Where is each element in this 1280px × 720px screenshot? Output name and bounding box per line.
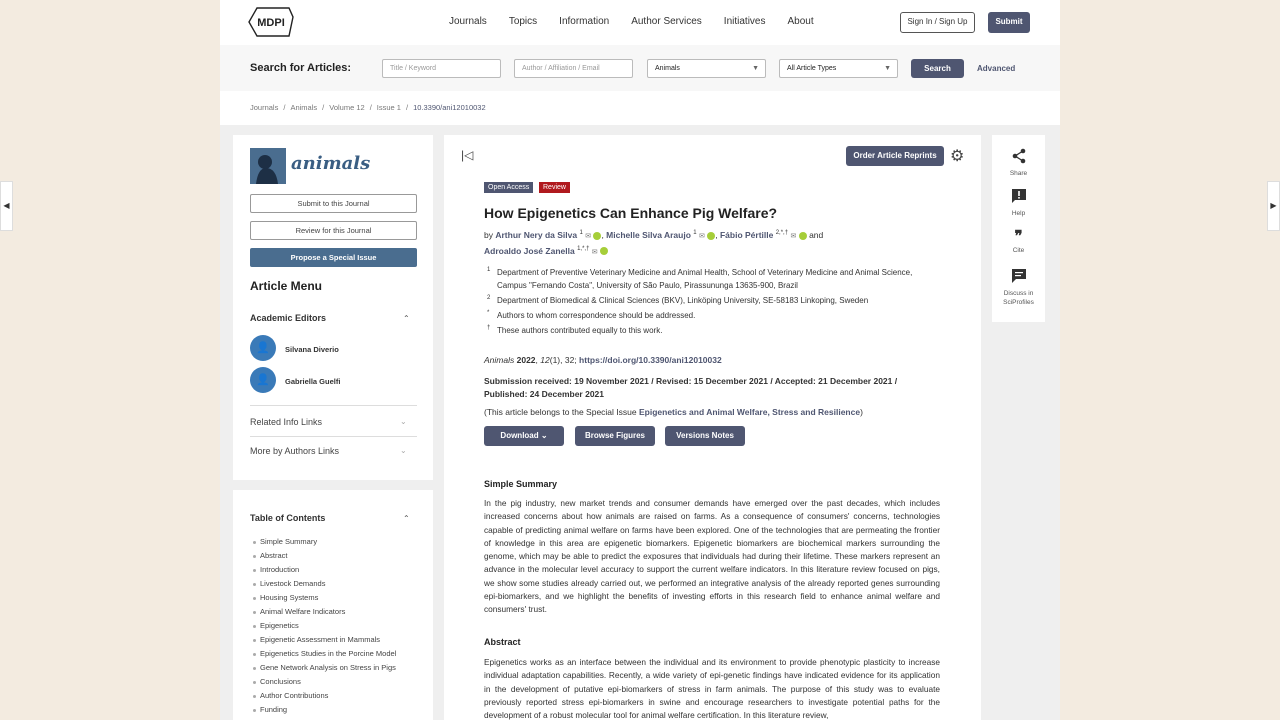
submit-to-journal-button[interactable]: Submit to this Journal	[250, 194, 417, 213]
toc-item[interactable]: Housing Systems	[253, 592, 396, 606]
orcid-icon[interactable]	[799, 232, 807, 240]
abstract-heading: Abstract	[484, 637, 521, 647]
download-button[interactable]	[484, 426, 564, 446]
affiliation-mark: 2	[487, 295, 491, 301]
article-main	[444, 135, 981, 720]
chevron-up-icon[interactable]: ⌃	[403, 514, 410, 523]
logo-text: MDPI	[257, 17, 285, 29]
order-reprints-button[interactable]: Order Article Reprints	[846, 146, 944, 166]
affiliation-item	[484, 266, 924, 292]
left-panel-toggle[interactable]	[0, 181, 13, 231]
arrow-right-icon: ▶	[1270, 201, 1277, 210]
journal-name[interactable]: animals	[291, 153, 371, 174]
search-button[interactable]: Search	[911, 59, 964, 78]
article-sidebar	[233, 135, 433, 480]
breadcrumb-separator: /	[405, 103, 409, 112]
divider	[250, 405, 417, 406]
cite-issue: (1), 32;	[549, 355, 577, 365]
cite-journal: Animals	[484, 355, 515, 365]
breadcrumb-animals[interactable]: Animals	[290, 103, 318, 112]
chevron-down-icon: ⌄	[540, 431, 548, 440]
more-by-authors-label: More by Authors Links	[250, 446, 340, 456]
cite-tool[interactable]	[992, 228, 1045, 255]
affiliation-text: Authors to whom correspondence should be addressed.	[497, 311, 696, 320]
breadcrumb-separator: /	[369, 103, 372, 112]
orcid-icon[interactable]	[707, 232, 715, 240]
and-label: and	[809, 229, 824, 240]
breadcrumb-bar	[220, 91, 1060, 125]
journal-select[interactable]	[647, 59, 766, 78]
special-issue-link[interactable]: Epigenetics and Animal Welfare, Stress and Resilience	[638, 407, 861, 417]
toc-item[interactable]: Livestock Demands	[253, 578, 396, 592]
toc-item[interactable]: Funding	[253, 704, 396, 718]
orcid-icon[interactable]	[593, 232, 601, 240]
author-affiliation-mark: 2,*,†	[775, 230, 789, 236]
nav-information[interactable]: Information	[559, 16, 610, 27]
affiliations	[484, 266, 924, 339]
monkey-icon	[250, 148, 286, 184]
affiliation-mark: 1	[487, 267, 491, 273]
article-type-select[interactable]	[779, 59, 898, 78]
top-navigation	[220, 0, 1060, 45]
page	[220, 0, 1060, 720]
article-menu-title: Article Menu	[250, 279, 323, 293]
by-label: by	[484, 229, 493, 240]
main-nav	[449, 16, 836, 27]
simple-summary-text: In the pig industry, new market trends and consumer demands have emerged over the past decades, which includes increased concerns about how animals are raised on farms. As a consequence of consumers' concerns, technologies capable of predicting animal welfare on farms have been explored. One of the technologies that are permeating the frontier of knowledge in this area are epigenetic biomarkers. Epigenetic biomarkers are biochemical markers surrounding the genome, which may be able to predict the exposures that individuals had during their lifetime. These markers represent an advance in the molecular level accuracy to support the current welfare indicators. In this literature review focused on pigs, we show some studies already carried out, we performed an integrative analysis of the already reported genes surrounding epi-biomarkers, and we highlight the benefits of investing efforts in this research field to enhance animal welfare and consumers' trust.	[484, 498, 940, 615]
toc-item[interactable]: Abstract	[253, 550, 396, 564]
open-access-badge: Open Access	[484, 182, 533, 193]
mdpi-logo[interactable]	[248, 7, 294, 37]
affiliation-text: These authors contributed equally to this work.	[497, 326, 663, 335]
author-affiliation-mark: 1	[693, 230, 697, 236]
caret-down-icon: ▼	[752, 65, 759, 72]
editor-name[interactable]: Silvana Diverio	[285, 345, 339, 354]
cite-year: 2022	[516, 355, 536, 365]
journal-cover-image[interactable]	[250, 148, 286, 184]
breadcrumb-separator: /	[283, 103, 286, 112]
article-tools	[992, 135, 1045, 322]
citation-line: Animals 2022, 12(1), 32; https://doi.org/10.3390/ani12010032	[484, 355, 722, 365]
breadcrumb-doi[interactable]: 10.3390/ani12010032	[413, 103, 486, 112]
share-label: Share	[1009, 170, 1028, 177]
review-for-journal-button[interactable]: Review for this Journal	[250, 221, 417, 240]
toc-heading[interactable]: Table of Contents	[250, 513, 326, 523]
cite-icon: ❞	[1014, 228, 1023, 245]
help-icon	[992, 188, 1045, 209]
academic-editors-heading[interactable]: Academic Editors	[250, 313, 327, 323]
submit-button[interactable]: Submit	[988, 12, 1030, 33]
nav-about[interactable]: About	[787, 16, 814, 27]
special-issue-suffix: )	[860, 407, 863, 417]
affiliation-text: Department of Biomedical & Clinical Sciences (BKV), Linköping University, SE-58183 Linkoping, Sweden	[497, 296, 869, 305]
versions-notes-button[interactable]: Versions Notes	[665, 426, 745, 446]
nav-author-services[interactable]: Author Services	[631, 16, 702, 27]
browse-figures-button[interactable]: Browse Figures	[575, 426, 655, 446]
chevron-down-icon: ⌄	[400, 446, 407, 455]
review-badge: Review	[539, 182, 570, 193]
toc-item[interactable]: Introduction	[253, 564, 396, 578]
discuss-label: Discuss in SciProfiles	[1003, 290, 1034, 306]
abstract-text: Epigenetics works as an interface between the individual and its environment to provide phenotypic plasticity to increase individual adaptation capabilities. Recently, a wide variety of epi-genetic findings have indicated evidence for its application in the development of putative epi-biomarkers of stress in farm animals. The purpose of this study was to evaluate previously reported stress epi-biomarkers in swine and encourage researchers to investigate potential paths for the development of a robust molecular tool for animal welfare certification. In this literature review,	[484, 657, 940, 720]
table-of-contents-panel	[233, 490, 433, 720]
affiliation-mark: †	[487, 325, 491, 331]
cite-volume: 12	[540, 355, 550, 365]
editor-name[interactable]: Gabriella Guelfi	[285, 377, 341, 386]
doi-link[interactable]: https://doi.org/10.3390/ani12010032	[579, 355, 722, 365]
avatar: 👤	[250, 335, 276, 361]
chevron-up-icon[interactable]: ⌃	[403, 314, 410, 323]
special-issue-note	[484, 407, 863, 417]
search-label: Search for Articles:	[250, 62, 352, 74]
breadcrumb-separator: /	[322, 103, 325, 112]
nav-initiatives[interactable]: Initiatives	[723, 16, 766, 27]
more-by-authors-links[interactable]	[250, 446, 407, 456]
toc-item[interactable]: Epigenetics	[253, 620, 396, 634]
toc-item[interactable]: Conclusions	[253, 676, 396, 690]
author-name[interactable]: Adroaldo José Zanella	[484, 245, 575, 256]
email-icon[interactable]: ✉	[790, 232, 797, 240]
publication-dates: Submission received: 19 November 2021 / Revised: 15 December 2021 / Accepted: 21 December 2021 / Published: 24 December 2021	[484, 376, 898, 399]
cite-label: Cite	[1012, 247, 1025, 254]
share-icon	[992, 148, 1045, 169]
toc-item[interactable]: Epigenetic Assessment in Mammals	[253, 634, 396, 648]
email-icon[interactable]: ✉	[585, 232, 592, 240]
article-type-value: All Article Types	[787, 65, 837, 72]
special-issue-prefix: (This article belongs to the Special Issue	[484, 407, 637, 417]
breadcrumb-volume[interactable]: Volume 12	[329, 103, 365, 112]
toc-item[interactable]: Author Contributions	[253, 690, 396, 704]
author-affiliation-input[interactable]: Author / Affiliation / Email	[514, 59, 633, 78]
affiliation-item	[484, 294, 924, 307]
orcid-icon[interactable]	[600, 247, 608, 255]
propose-special-issue-button[interactable]: Propose a Special Issue	[250, 248, 417, 267]
affiliation-item	[484, 309, 924, 322]
email-icon[interactable]: ✉	[698, 232, 705, 240]
title-keyword-input[interactable]: Title / Keyword	[382, 59, 501, 78]
related-info-links[interactable]	[250, 417, 407, 427]
breadcrumb-issue[interactable]: Issue 1	[376, 103, 401, 112]
journal-select-value: Animals	[655, 65, 680, 72]
author-name[interactable]: Michelle Silva Araujo	[606, 229, 691, 240]
toc-item[interactable]: Gene Network Analysis on Stress in Pigs	[253, 662, 396, 676]
toc-item[interactable]: Simple Summary	[253, 536, 396, 550]
affiliation-text: Department of Preventive Veterinary Medicine and Animal Health, School of Veterinary Medicine and Animal Science, Campus "Fernando Costa", University of São Paulo, Pirassununga 13635-900, Brazil	[497, 268, 913, 290]
toc-item[interactable]: Animal Welfare Indicators	[253, 606, 396, 620]
nav-topics[interactable]: Topics	[508, 16, 538, 27]
author-name[interactable]: Arthur Nery da Silva	[495, 229, 578, 240]
affiliation-mark: *	[487, 310, 490, 316]
toc-list	[253, 536, 396, 718]
discuss-tool[interactable]	[992, 268, 1045, 307]
related-info-label: Related Info Links	[250, 417, 323, 427]
help-label: Help	[1011, 210, 1026, 217]
author-list: by Arthur Nery da Silva $^1$ ✉ , Michelle Silva Araujo $^1$ ✉ , Fábio Pértille $^{2,*,\dagger}$ ✉ and Adroaldo José Zanella $^{1,*,\dagger}$ ✉	[484, 229, 824, 256]
author-affiliation-mark: 1	[579, 230, 583, 236]
arrow-left-icon: ◀	[3, 201, 10, 210]
toc-item[interactable]: Epigenetics Studies in the Porcine Model	[253, 648, 396, 662]
email-icon[interactable]: ✉	[591, 248, 598, 256]
avatar: 👤	[250, 367, 276, 393]
sign-in-button[interactable]: Sign In / Sign Up	[900, 12, 975, 33]
discuss-icon	[992, 268, 1045, 289]
right-panel-toggle[interactable]	[1267, 181, 1280, 231]
affiliation-item	[484, 324, 924, 337]
share-tool[interactable]	[992, 148, 1045, 178]
author-name[interactable]: Fábio Pértille	[719, 229, 774, 240]
collapse-sidebar-icon[interactable]: |◁	[461, 148, 474, 162]
nav-journals[interactable]: Journals	[449, 16, 487, 27]
help-tool[interactable]	[992, 188, 1045, 218]
author-affiliation-mark: 1,*,†	[577, 245, 590, 252]
search-bar	[220, 45, 1060, 91]
caret-down-icon: ▼	[884, 65, 891, 72]
divider	[250, 436, 417, 437]
chevron-down-icon: ⌄	[400, 417, 407, 426]
article-title: How Epigenetics Can Enhance Pig Welfare?	[484, 205, 778, 221]
breadcrumb	[250, 103, 491, 112]
advanced-search-link[interactable]: Advanced	[977, 64, 1016, 73]
download-label: Download	[500, 431, 539, 440]
simple-summary-heading: Simple Summary	[484, 479, 558, 489]
breadcrumb-journals[interactable]: Journals	[250, 103, 279, 112]
gear-icon[interactable]: ⚙	[950, 148, 965, 165]
